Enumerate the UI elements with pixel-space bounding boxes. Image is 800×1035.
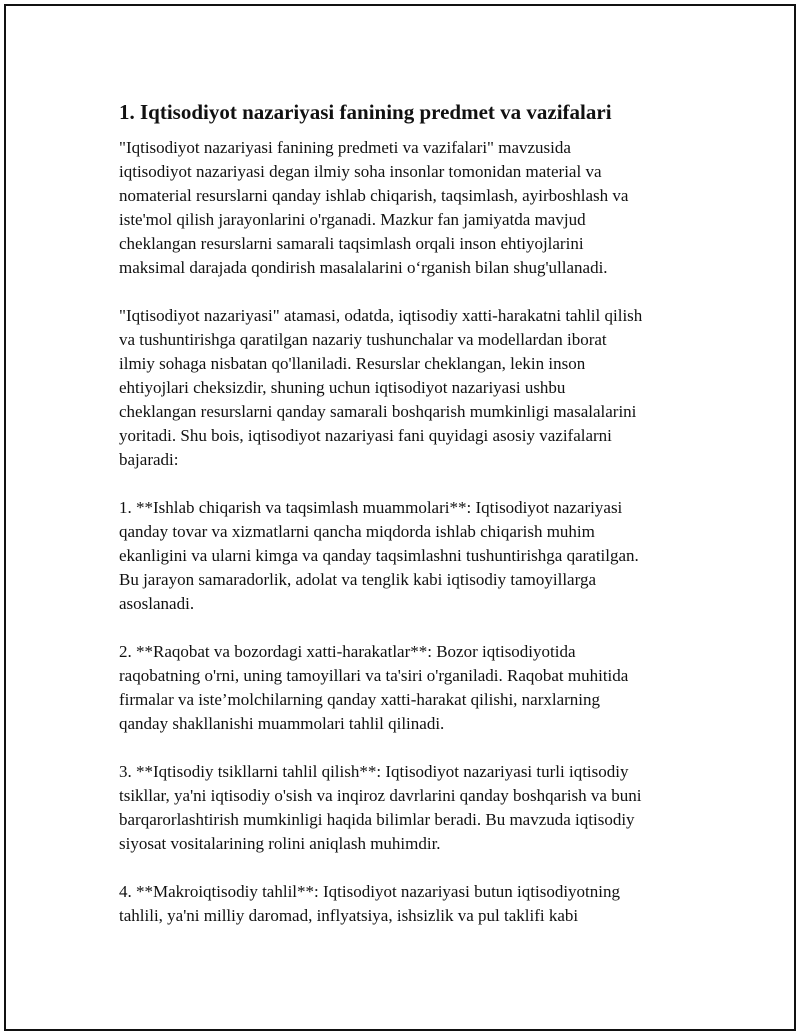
paragraph [119,640,699,736]
text-line: ehtiyojlari cheksizdir, shuning uchun iqtisodiyot nazariyasi ushbu [119,378,566,397]
text-line: iqtisodiyot nazariyasi degan ilmiy soha insonlar tomonidan material va [119,162,602,181]
paragraph [119,136,699,280]
text-line: "Iqtisodiyot nazariyasi" atamasi, odatda, iqtisodiy xatti-harakatni tahlil qilish [119,306,643,325]
paragraph [119,760,699,856]
text-line: tahlili, ya'ni milliy daromad, inflyatsiya, ishsizlik va pul taklifi kabi [119,906,579,925]
text-line: Bu jarayon samaradorlik, adolat va tenglik kabi iqtisodiy tamoyillarga [119,570,596,589]
text-line: 1. **Ishlab chiqarish va taqsimlash muammolari**: Iqtisodiyot nazariyasi [119,498,623,517]
text-line: qanday tovar va xizmatlarni qancha miqdorda ishlab chiqarish muhim [119,522,595,541]
text-line: ekanligini va ularni kimga va qanday taqsimlashni tushuntirishga qaratilgan. [119,546,639,565]
text-line: 2. **Raqobat va bozordagi xatti-harakatlar**: Bozor iqtisodiyotida [119,642,576,661]
text-line: ilmiy sohaga nisbatan qo'llaniladi. Resurslar cheklangan, lekin inson [119,354,586,373]
paragraph [119,496,699,616]
text-line: cheklangan resurslarni qanday samarali boshqarish mumkinligi masalalarini [119,402,637,421]
text-line: yoritadi. Shu bois, iqtisodiyot nazariyasi fani quyidagi asosiy vazifalarni [119,426,612,445]
document-body [119,98,699,952]
text-line: 3. **Iqtisodiy tsikllarni tahlil qilish**: Iqtisodiyot nazariyasi turli iqtisodiy [119,762,629,781]
page-title: 1. Iqtisodiyot nazariyasi fanining predmet va vazifalari [119,100,612,124]
paragraph [119,304,699,472]
text-line: raqobatning o'rni, uning tamoyillari va ta'siri o'rganiladi. Raqobat muhitida [119,666,629,685]
text-line: tsikllar, ya'ni iqtisodiy o'sish va inqiroz davrlarini qanday boshqarish va buni [119,786,642,805]
text-line: firmalar va iste’molchilarning qanday xatti-harakat qilishi, narxlarning [119,690,601,709]
paragraph-list [119,136,699,928]
text-line: asoslanadi. [119,594,195,613]
text-line: qanday shakllanishi muammolari tahlil qilinadi. [119,714,445,733]
paragraph [119,880,699,928]
text-line: maksimal darajada qondirish masalalarini o‘rganish bilan shug'ullanadi. [119,258,608,277]
page-frame [4,4,796,1031]
text-line: siyosat vositalarining rolini aniqlash muhimdir. [119,834,441,853]
text-line: iste'mol qilish jarayonlarini o'rganadi. Mazkur fan jamiyatda mavjud [119,210,586,229]
text-line: barqarorlashtirish mumkinligi haqida bilimlar beradi. Bu mavzuda iqtisodiy [119,810,635,829]
text-line: nomaterial resurslarni qanday ishlab chiqarish, taqsimlash, ayirboshlash va [119,186,629,205]
text-line: bajaradi: [119,450,179,469]
text-line: cheklangan resurslarni samarali taqsimlash orqali inson ehtiyojlarini [119,234,584,253]
text-line: "Iqtisodiyot nazariyasi fanining predmeti va vazifalari" mavzusida [119,138,571,157]
text-line: 4. **Makroiqtisodiy tahlil**: Iqtisodiyot nazariyasi butun iqtisodiyotning [119,882,620,901]
text-line: va tushuntirishga qaratilgan nazariy tushunchalar va modellardan iborat [119,330,607,349]
